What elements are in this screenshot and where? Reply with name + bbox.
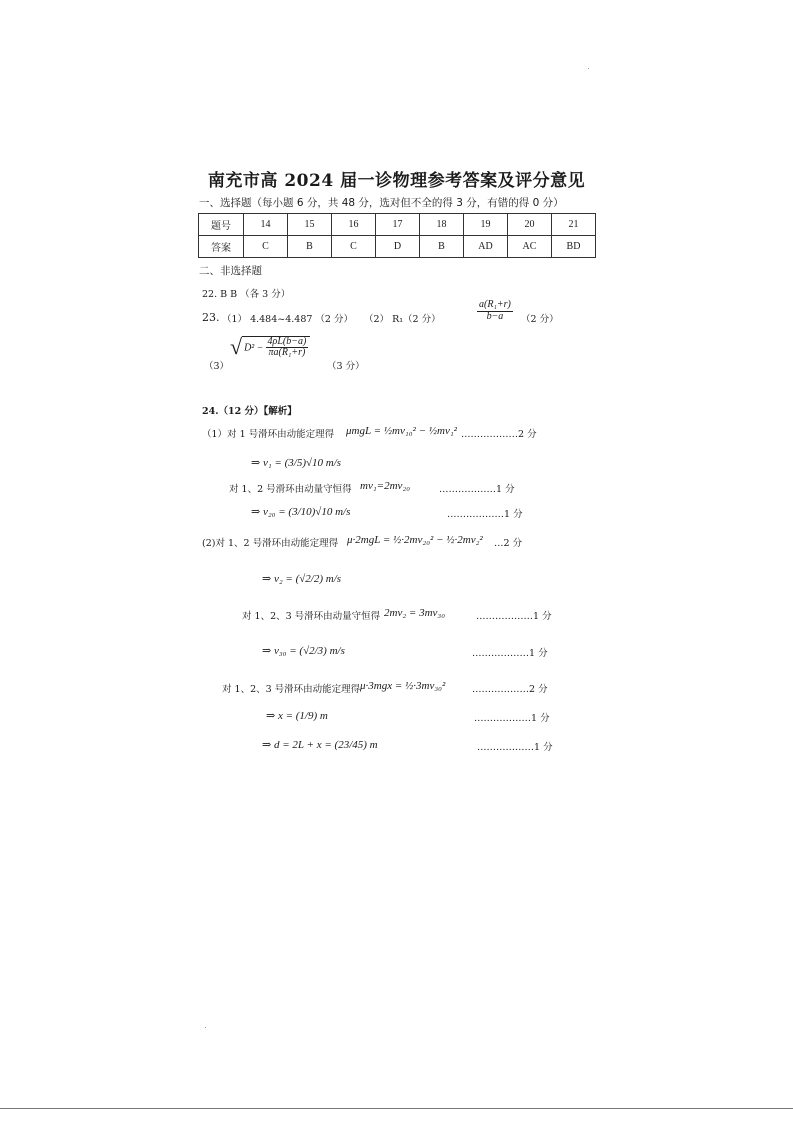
q24-step11-score: ………………1 分 [477, 742, 553, 753]
q24-step9-score: ………………2 分 [472, 684, 548, 695]
table-cell: B [288, 236, 332, 258]
radical-sign: √ [230, 334, 243, 359]
q23-part3-formula [230, 334, 310, 360]
q24-step4-score: ………………1 分 [447, 509, 523, 520]
q23-part2: （2） R₁（2 分） [364, 314, 441, 325]
page-bottom-divider [0, 1108, 793, 1109]
q24-step5-text: (2)对 1、2 号滑环由动能定理得 [202, 538, 339, 549]
q24-step9-text: 对 1、2、3 号滑环由动能定理得 [222, 684, 361, 695]
q24-step5-score: …2 分 [494, 538, 523, 549]
q24-step3-text: 对 1、2 号滑环由动量守恒得 [229, 484, 352, 495]
q24-step9-formula: μ·3mgx = ½·3mv₃₀² [360, 680, 446, 692]
table-cell: 21 [552, 214, 596, 236]
table-cell: 16 [332, 214, 376, 236]
section-nonchoice-heading: 二、非选择题 [199, 265, 262, 277]
table-cell: 15 [288, 214, 332, 236]
q24-step7-score: ………………1 分 [476, 611, 552, 622]
table-cell: 20 [508, 214, 552, 236]
q24-step3-score: ………………1 分 [439, 484, 515, 495]
q23-part1: （1） 4.484~4.487 （2 分） [222, 314, 354, 325]
table-header-answer: 答案 [199, 236, 244, 258]
fraction-denominator: πa(R₁+r) [268, 347, 306, 358]
q23-part3-label: （3） [204, 361, 230, 372]
speck [588, 68, 589, 69]
table-cell: BD [552, 236, 596, 258]
table-row-answers [199, 236, 596, 258]
q23-label: 23. [202, 311, 220, 324]
q24-step7-text: 对 1、2、3 号滑环由动量守恒得 [242, 611, 381, 622]
table-cell: B [420, 236, 464, 258]
fraction-numerator: a(R₁+r) [479, 299, 511, 310]
table-cell: C [244, 236, 288, 258]
q22-answer: 22. B B （各 3 分） [202, 289, 291, 300]
table-row-numbers [199, 214, 596, 236]
q24-step1-score: ………………2 分 [461, 429, 537, 440]
q24-step8-score: ………………1 分 [472, 648, 548, 659]
q24-header: 24.（12 分）【解析】 [202, 406, 297, 417]
table-header-number: 题号 [199, 214, 244, 236]
table-cell: AC [508, 236, 552, 258]
table-cell: 18 [420, 214, 464, 236]
q24-step8-formula: ⇒ v₃₀ = (√2/3) m/s [262, 645, 345, 657]
table-cell: 19 [464, 214, 508, 236]
fraction-numerator: 4ρL(b−a) [267, 335, 307, 347]
q23-part2-fraction [475, 300, 515, 322]
q24-step2-formula: ⇒ v₁ = (3/5)√10 m/s [251, 457, 342, 469]
table-cell: 17 [376, 214, 420, 236]
q23-part3-score: （3 分） [327, 361, 365, 372]
answer-table [198, 213, 596, 258]
table-cell: D [376, 236, 420, 258]
table-cell: 14 [244, 214, 288, 236]
q24-step10-score: ………………1 分 [474, 713, 550, 724]
fraction-denominator: b−a [486, 310, 504, 322]
q24-step1-text: （1）对 1 号滑环由动能定理得 [202, 429, 335, 440]
q24-step11-formula: ⇒ d = 2L + x = (23/45) m [262, 739, 378, 751]
table-cell: AD [464, 236, 508, 258]
speck [205, 1027, 206, 1028]
formula-prefix: D² − [244, 341, 264, 353]
q24-step6-formula: ⇒ v₂ = (√2/2) m/s [262, 573, 342, 585]
q24-step7-formula: 2mv₂ = 3mv₃₀ [384, 607, 446, 619]
q24-step3-formula: mv₁=2mv₂₀ [360, 480, 411, 492]
section-choice-heading: 一、选择题（每小题 6 分，共 48 分，选对但不全的得 3 分，有错的得 0 分） [199, 197, 564, 209]
q24-step5-formula: μ·2mgL = ½·2mv₂₀² − ½·2mv₂² [347, 534, 483, 546]
q24-step4-formula: ⇒ v₂₀ = (3/10)√10 m/s [251, 506, 351, 518]
q24-step1-formula: μmgL = ½mv₁₀² − ½mv₁² [346, 425, 457, 437]
table-cell: C [332, 236, 376, 258]
q24-step10-formula: ⇒ x = (1/9) m [266, 710, 328, 722]
page-title: 南充市高 2024 届一诊物理参考答案及评分意见 [207, 171, 586, 191]
q23-part2-score: （2 分） [521, 314, 559, 325]
